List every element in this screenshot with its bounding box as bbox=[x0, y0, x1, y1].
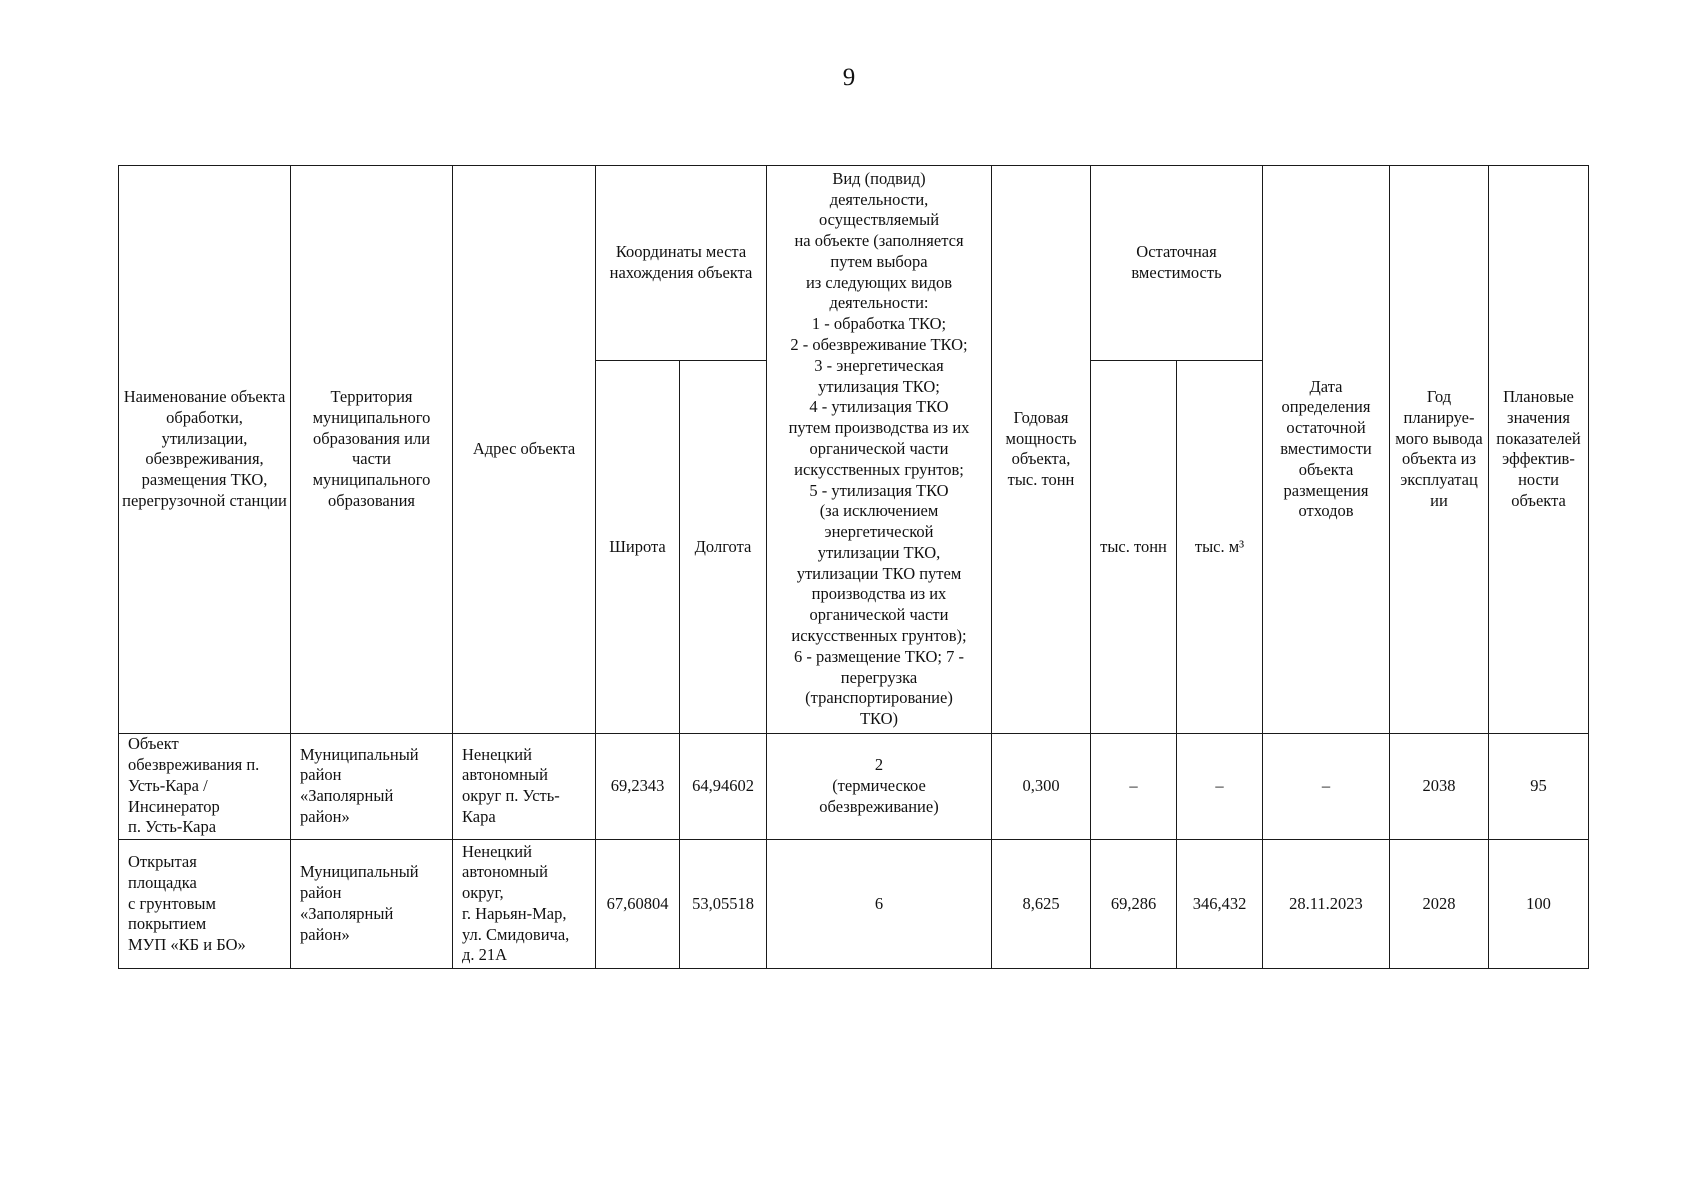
cell-residual-m3: – bbox=[1177, 733, 1263, 839]
header-date: Дата определения остаточной вместимости объекта размещения отходов bbox=[1263, 166, 1390, 734]
cell-latitude: 67,60804 bbox=[596, 839, 680, 968]
cell-year: 2028 bbox=[1390, 839, 1489, 968]
cell-capacity: 0,300 bbox=[992, 733, 1091, 839]
header-residual-m3: тыс. м³ bbox=[1177, 361, 1263, 733]
cell-activity: 2 (термическое обезвреживание) bbox=[767, 733, 992, 839]
table-row bbox=[119, 733, 1589, 839]
header-address: Адрес объекта bbox=[453, 166, 596, 734]
cell-longitude: 64,94602 bbox=[680, 733, 767, 839]
cell-longitude: 53,05518 bbox=[680, 839, 767, 968]
page-number: 9 bbox=[842, 64, 856, 91]
header-residual-tons: тыс. тонн bbox=[1091, 361, 1177, 733]
header-year: Год планируе-мого вывода объекта из эксплуатац ии bbox=[1390, 166, 1489, 734]
cell-residual-tons: – bbox=[1091, 733, 1177, 839]
cell-activity: 6 bbox=[767, 839, 992, 968]
cell-latitude: 69,2343 bbox=[596, 733, 680, 839]
cell-planned: 100 bbox=[1489, 839, 1589, 968]
header-capacity: Годовая мощность объекта, тыс. тонн bbox=[992, 166, 1091, 734]
cell-residual-tons: 69,286 bbox=[1091, 839, 1177, 968]
cell-date: 28.11.2023 bbox=[1263, 839, 1390, 968]
table-row bbox=[119, 839, 1589, 968]
header-territory: Территория муниципального образования или части муниципального образования bbox=[291, 166, 453, 734]
cell-name: Объект обезвреживания п. Усть-Кара / Инсинератор п. Усть-Кара bbox=[119, 733, 291, 839]
cell-date: – bbox=[1263, 733, 1390, 839]
cell-address: Ненецкий автономный округ п. Усть- Кара bbox=[453, 733, 596, 839]
cell-name: Открытая площадка с грунтовым покрытием МУП «КБ и БО» bbox=[119, 839, 291, 968]
cell-territory: Муниципальный район «Заполярный район» bbox=[291, 733, 453, 839]
cell-address: Ненецкий автономный округ, г. Нарьян-Мар, ул. Смидовича, д. 21А bbox=[453, 839, 596, 968]
waste-facilities-table bbox=[118, 165, 1589, 969]
cell-residual-m3: 346,432 bbox=[1177, 839, 1263, 968]
header-planned: Плановые значения показателей эффектив-ности объекта bbox=[1489, 166, 1589, 734]
cell-year: 2038 bbox=[1390, 733, 1489, 839]
header-latitude: Широта bbox=[596, 361, 680, 733]
header-coordinates: Координаты места нахождения объекта bbox=[596, 166, 767, 361]
header-residual: Остаточная вместимость bbox=[1091, 166, 1263, 361]
cell-territory: Муниципальный район «Заполярный район» bbox=[291, 839, 453, 968]
header-activity: Вид (подвид) деятельности, осуществляемый на объекте (заполняется путем выбора из следующих видов деятельности: 1 - обработка ТКО; 2 - обезвреживание ТКО; 3 - энергетическая утилизация ТКО; 4 - утилизация ТКО путем производства из их органической части искусственных грунтов; 5 - утилизация ТКО (за исключением энергетической утилизации ТКО, утилизации ТКО путем производства из их органической части искусственных грунтов); 6 - размещение ТКО; 7 - перегрузка (транспортирование) ТКО) bbox=[767, 166, 992, 734]
cell-planned: 95 bbox=[1489, 733, 1589, 839]
header-name: Наименование объекта обработки, утилизации, обезвреживания, размещения ТКО, перегрузочной станции bbox=[119, 166, 291, 734]
header-longitude: Долгота bbox=[680, 361, 767, 733]
header-row-top bbox=[119, 166, 1589, 361]
cell-capacity: 8,625 bbox=[992, 839, 1091, 968]
